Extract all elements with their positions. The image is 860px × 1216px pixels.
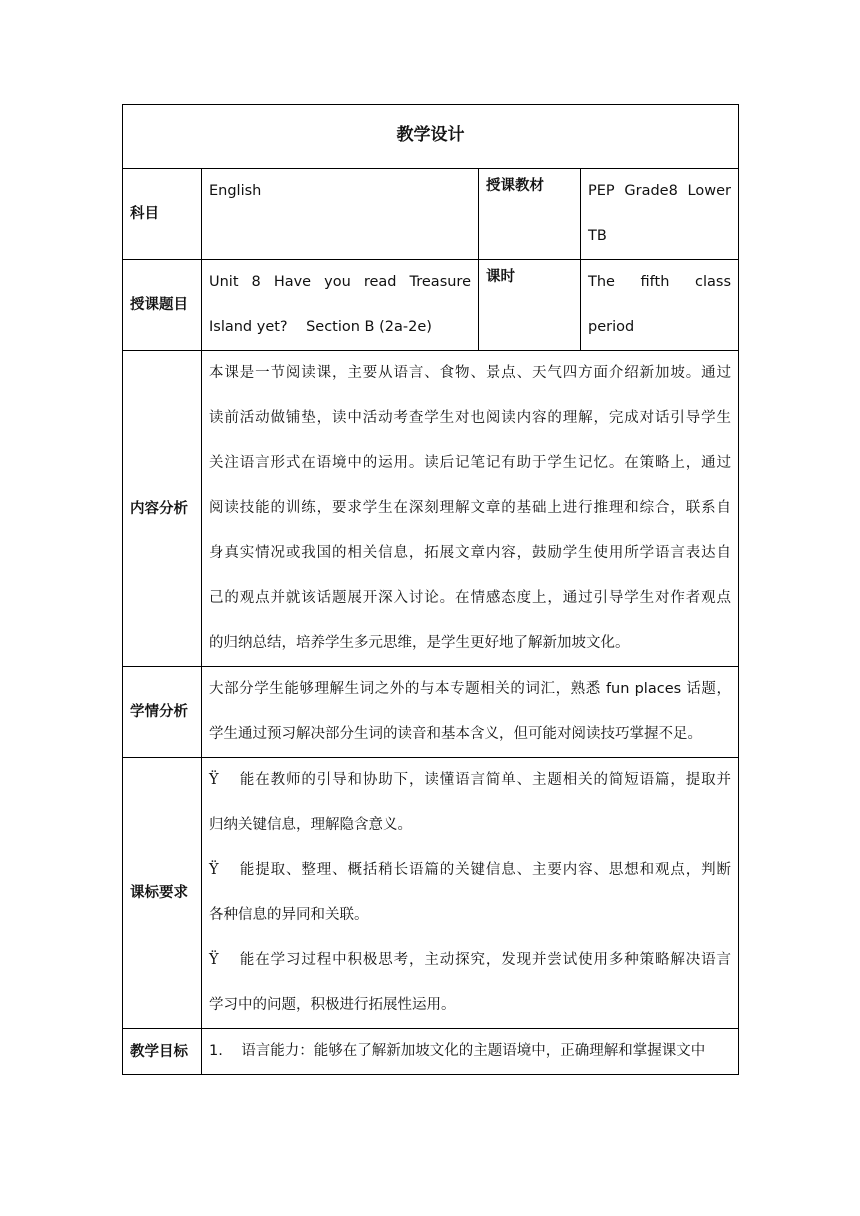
subject-label: 科目 (123, 169, 202, 260)
objectives-label: 教学目标 (123, 1029, 202, 1075)
objectives-line: 1. 语言能力：能够在了解新加坡文化的主题语境中，正确理解和掌握课文中 (209, 1043, 706, 1059)
textbook-value (581, 169, 739, 260)
standards-item-line: 学习中的问题，积极进行拓展性运用。 (209, 997, 456, 1013)
standards-item-line (209, 758, 731, 803)
content-analysis-line: 本课是一节阅读课，主要从语言、食物、景点、天气四方面介绍新加坡。通过 (209, 365, 731, 381)
content-analysis-line: 读前活动做铺垫，读中活动考查学生对也阅读内容的理解，完成对话引导学生 (209, 410, 731, 426)
standards-item-line (209, 848, 731, 893)
topic-label: 授课题目 (123, 260, 202, 351)
standards-label: 课标要求 (123, 758, 202, 1029)
topic-value-line2: Island yet? Section B (2a-2e) (209, 319, 432, 335)
content-analysis-line: 关注语言形式在语境中的运用。读后记笔记有助于学生记忆。在策略上，通过 (209, 455, 731, 471)
textbook-value-line2: TB (588, 228, 607, 244)
period-label: 课时 (479, 260, 581, 351)
standards-row (123, 758, 739, 1029)
standards-list (202, 758, 739, 1029)
topic-row (123, 260, 739, 351)
objectives-row (123, 1029, 739, 1075)
content-analysis-line: 己的观点并就该话题展开深入讨论。在情感态度上，通过引导学生对作者观点 (209, 590, 731, 606)
title-row (123, 105, 739, 169)
title-cell (123, 105, 739, 169)
content-analysis-label: 内容分析 (123, 351, 202, 667)
subject-row (123, 169, 739, 260)
bullet-icon: Ÿ (209, 862, 219, 878)
learner-analysis-row (123, 667, 739, 758)
period-value-line1: The fifth class (588, 274, 731, 290)
content-analysis-line: 阅读技能的训练，要求学生在深刻理解文章的基础上进行推理和综合，联系自 (209, 500, 731, 516)
standards-item-text: 能在学习过程中积极思考，主动探究，发现并尝试使用多种策略解决语言 (239, 952, 731, 968)
standards-item-line (209, 938, 731, 983)
topic-value (202, 260, 479, 351)
period-value (581, 260, 739, 351)
content-analysis-row (123, 351, 739, 667)
content-analysis-text (202, 351, 739, 667)
standards-item-text: 能在教师的引导和协助下，读懂语言简单、主题相关的简短语篇，提取并 (239, 772, 731, 788)
textbook-label: 授课教材 (479, 169, 581, 260)
content-analysis-line: 的归纳总结，培养学生多元思维，是学生更好地了解新加坡文化。 (209, 635, 630, 651)
standards-item-text: 能提取、整理、概括稍长语篇的关键信息、主要内容、思想和观点，判断 (239, 862, 731, 878)
objectives-text (202, 1029, 739, 1075)
subject-value-text: English (209, 183, 262, 199)
textbook-value-line1: PEP Grade8 Lower (588, 183, 731, 199)
bullet-icon: Ÿ (209, 952, 219, 968)
learner-analysis-text (202, 667, 739, 758)
lesson-plan-table (122, 104, 739, 1075)
learner-analysis-label: 学情分析 (123, 667, 202, 758)
standards-item-line: 各种信息的异同和关联。 (209, 907, 369, 923)
document-title: 教学设计 (396, 125, 465, 145)
subject-value (202, 169, 479, 260)
content-analysis-line: 身真实情况或我国的相关信息，拓展文章内容，鼓励学生使用所学语言表达自 (209, 545, 731, 561)
bullet-icon: Ÿ (209, 772, 219, 788)
learner-analysis-line: 大部分学生能够理解生词之外的与本专题相关的词汇，熟悉 fun places 话题， (209, 681, 731, 697)
topic-value-line1: Unit 8 Have you read Treasure (209, 274, 471, 290)
standards-item-line: 归纳关键信息，理解隐含意义。 (209, 817, 412, 833)
learner-analysis-line: 学生通过预习解决部分生词的读音和基本含义，但可能对阅读技巧掌握不足。 (209, 726, 702, 742)
period-value-line2: period (588, 319, 635, 335)
